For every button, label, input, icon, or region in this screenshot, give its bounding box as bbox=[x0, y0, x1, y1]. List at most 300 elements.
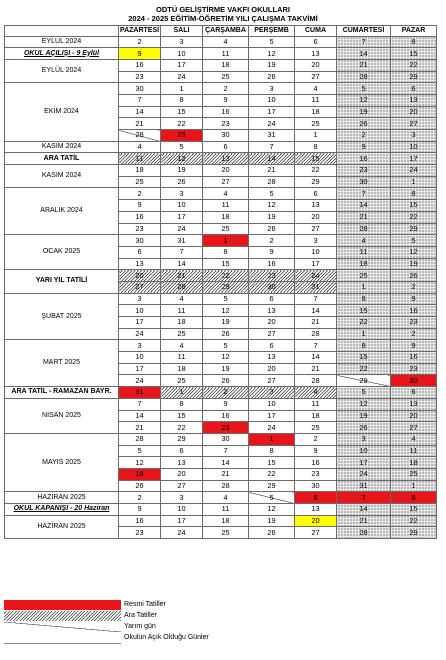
day-cell: 25 bbox=[203, 223, 249, 235]
column-header: PAZAR bbox=[391, 26, 437, 37]
day-cell: 25 bbox=[295, 118, 337, 130]
day-cell: 25 bbox=[119, 176, 161, 188]
day-cell: 28 bbox=[161, 281, 203, 293]
day-cell: 27 bbox=[295, 223, 337, 235]
day-cell: 25 bbox=[203, 527, 249, 539]
day-cell: 29 bbox=[295, 176, 337, 188]
day-cell: 22 bbox=[391, 515, 437, 527]
day-cell: 30 bbox=[249, 281, 295, 293]
day-cell: 12 bbox=[249, 200, 295, 212]
day-cell: 16 bbox=[203, 106, 249, 118]
day-cell: 9 bbox=[203, 94, 249, 106]
day-cell: 26 bbox=[337, 118, 391, 130]
column-header: PERŞEMB bbox=[249, 26, 295, 37]
day-cell: 10 bbox=[119, 352, 161, 364]
day-cell: 20 bbox=[295, 211, 337, 223]
calendar-title: 2024 - 2025 EĞİTİM-ÖĞRETİM YILI ÇALIŞMA TAKVİMİ bbox=[128, 14, 318, 23]
column-header: CUMARTESİ bbox=[337, 26, 391, 37]
day-cell: 23 bbox=[203, 118, 249, 130]
week-row bbox=[5, 48, 437, 60]
day-cell: 20 bbox=[249, 363, 295, 375]
day-cell: 26 bbox=[337, 422, 391, 434]
day-cell: 27 bbox=[249, 328, 295, 340]
calendar-body bbox=[5, 36, 437, 539]
day-cell: 19 bbox=[391, 258, 437, 270]
day-cell: 31 bbox=[161, 235, 203, 247]
day-cell: 29 bbox=[391, 71, 437, 83]
day-cell: 14 bbox=[337, 48, 391, 60]
day-cell: 21 bbox=[203, 468, 249, 480]
day-cell: 21 bbox=[119, 422, 161, 434]
day-cell: 18 bbox=[161, 363, 203, 375]
day-cell: 5 bbox=[203, 340, 249, 352]
day-cell: 15 bbox=[161, 410, 203, 422]
day-cell: 2 bbox=[391, 328, 437, 340]
day-cell: 17 bbox=[161, 59, 203, 71]
day-cell: 7 bbox=[119, 398, 161, 410]
day-cell: 5 bbox=[249, 36, 295, 48]
day-cell: 11 bbox=[161, 352, 203, 364]
day-cell: 2 bbox=[119, 188, 161, 200]
week-row bbox=[5, 83, 437, 95]
week-row bbox=[5, 235, 437, 247]
day-cell: 8 bbox=[391, 188, 437, 200]
day-cell: 6 bbox=[161, 445, 203, 457]
day-cell: 18 bbox=[295, 410, 337, 422]
column-header: CUMA bbox=[295, 26, 337, 37]
day-cell: 24 bbox=[249, 422, 295, 434]
day-cell: 11 bbox=[391, 445, 437, 457]
day-cell: 16 bbox=[119, 211, 161, 223]
school-name-title: ODTÜ GELİŞTİRME VAKFI OKULLARI bbox=[155, 5, 291, 14]
day-cell: 17 bbox=[391, 153, 437, 165]
day-cell: 24 bbox=[161, 223, 203, 235]
day-cell: 20 bbox=[203, 165, 249, 177]
day-cell: 29 bbox=[391, 527, 437, 539]
day-cell: 2 bbox=[203, 387, 249, 399]
period-label: OKUL KAPANIŞI - 20 Haziran bbox=[5, 504, 119, 516]
day-cell: 26 bbox=[249, 527, 295, 539]
day-cell: 18 bbox=[203, 59, 249, 71]
day-cell: 5 bbox=[337, 83, 391, 95]
day-cell: 7 bbox=[119, 94, 161, 106]
day-cell: 30 bbox=[203, 130, 249, 142]
legend-swatch bbox=[4, 600, 121, 610]
day-cell: 2 bbox=[119, 36, 161, 48]
day-cell: 26 bbox=[391, 270, 437, 282]
day-cell: 19 bbox=[249, 515, 295, 527]
week-row bbox=[5, 188, 437, 200]
day-cell: 17 bbox=[249, 106, 295, 118]
day-cell: 29 bbox=[249, 480, 295, 492]
period-label: OKUL AÇILIŞI - 9 Eylül bbox=[5, 48, 119, 60]
header-row bbox=[5, 26, 437, 37]
day-cell: 3 bbox=[295, 235, 337, 247]
day-cell: 21 bbox=[337, 211, 391, 223]
day-cell: 12 bbox=[161, 153, 203, 165]
day-cell: 6 bbox=[119, 246, 161, 258]
day-cell: 22 bbox=[337, 317, 391, 329]
day-cell: 28 bbox=[119, 130, 161, 142]
day-cell: 4 bbox=[161, 340, 203, 352]
day-cell: 28 bbox=[203, 480, 249, 492]
day-cell: 3 bbox=[161, 188, 203, 200]
day-cell: 11 bbox=[203, 200, 249, 212]
day-cell: 2 bbox=[391, 281, 437, 293]
day-cell: 9 bbox=[119, 48, 161, 60]
period-label: EKİM 2024 bbox=[5, 83, 119, 141]
day-cell: 12 bbox=[337, 398, 391, 410]
day-cell: 1 bbox=[391, 176, 437, 188]
day-cell: 6 bbox=[391, 83, 437, 95]
day-cell: 19 bbox=[249, 211, 295, 223]
day-cell: 30 bbox=[119, 83, 161, 95]
day-cell: 5 bbox=[161, 141, 203, 153]
week-row bbox=[5, 153, 437, 165]
day-cell: 7 bbox=[337, 36, 391, 48]
day-cell: 30 bbox=[337, 176, 391, 188]
day-cell: 12 bbox=[203, 305, 249, 317]
day-cell: 3 bbox=[119, 340, 161, 352]
day-cell: 1 bbox=[337, 328, 391, 340]
day-cell: 28 bbox=[249, 176, 295, 188]
legend-swatch bbox=[4, 633, 121, 644]
day-cell: 21 bbox=[119, 118, 161, 130]
day-cell: 27 bbox=[161, 480, 203, 492]
day-cell: 12 bbox=[119, 457, 161, 469]
day-cell: 8 bbox=[295, 141, 337, 153]
day-cell: 17 bbox=[337, 457, 391, 469]
day-cell: 21 bbox=[161, 270, 203, 282]
day-cell: 29 bbox=[391, 223, 437, 235]
day-cell: 19 bbox=[119, 468, 161, 480]
day-cell: 22 bbox=[337, 363, 391, 375]
day-cell: 30 bbox=[119, 235, 161, 247]
day-cell: 15 bbox=[391, 48, 437, 60]
day-cell: 16 bbox=[249, 258, 295, 270]
day-cell: 3 bbox=[249, 83, 295, 95]
day-cell: 27 bbox=[295, 71, 337, 83]
period-label: OCAK 2025 bbox=[5, 235, 119, 270]
day-cell: 12 bbox=[249, 504, 295, 516]
day-cell: 8 bbox=[161, 94, 203, 106]
day-cell: 7 bbox=[295, 340, 337, 352]
day-cell: 18 bbox=[391, 457, 437, 469]
day-cell: 5 bbox=[119, 445, 161, 457]
day-cell: 24 bbox=[249, 118, 295, 130]
day-cell: 26 bbox=[203, 328, 249, 340]
week-row bbox=[5, 293, 437, 305]
day-cell: 18 bbox=[119, 165, 161, 177]
day-cell: 6 bbox=[249, 340, 295, 352]
day-cell: 13 bbox=[295, 48, 337, 60]
day-cell: 7 bbox=[203, 445, 249, 457]
day-cell: 13 bbox=[249, 305, 295, 317]
day-cell: 7 bbox=[161, 246, 203, 258]
day-cell: 15 bbox=[337, 305, 391, 317]
day-cell: 8 bbox=[337, 340, 391, 352]
day-cell: 16 bbox=[391, 305, 437, 317]
legend-label: Resmi Tatiller bbox=[124, 601, 166, 608]
day-cell: 23 bbox=[337, 165, 391, 177]
week-row bbox=[5, 398, 437, 410]
day-cell: 18 bbox=[203, 211, 249, 223]
day-cell: 17 bbox=[249, 410, 295, 422]
day-cell: 27 bbox=[119, 281, 161, 293]
day-cell: 23 bbox=[249, 270, 295, 282]
day-cell: 13 bbox=[119, 258, 161, 270]
day-cell: 6 bbox=[203, 141, 249, 153]
day-cell: 9 bbox=[391, 293, 437, 305]
day-cell: 20 bbox=[119, 270, 161, 282]
column-header: ÇARŞAMBA bbox=[203, 26, 249, 37]
day-cell: 13 bbox=[391, 398, 437, 410]
day-cell: 15 bbox=[337, 352, 391, 364]
day-cell: 14 bbox=[295, 352, 337, 364]
day-cell: 11 bbox=[203, 48, 249, 60]
period-label: KASIM 2024 bbox=[5, 165, 119, 188]
day-cell: 10 bbox=[161, 48, 203, 60]
day-cell: 13 bbox=[161, 457, 203, 469]
day-cell: 26 bbox=[203, 375, 249, 387]
day-cell: 3 bbox=[249, 387, 295, 399]
day-cell: 6 bbox=[295, 492, 337, 504]
week-row bbox=[5, 165, 437, 177]
day-cell: 14 bbox=[119, 410, 161, 422]
week-row bbox=[5, 340, 437, 352]
day-cell: 13 bbox=[295, 200, 337, 212]
period-label: NİSAN 2025 bbox=[5, 398, 119, 433]
day-cell: 17 bbox=[295, 258, 337, 270]
day-cell: 5 bbox=[391, 235, 437, 247]
day-cell: 5 bbox=[249, 492, 295, 504]
day-cell: 11 bbox=[295, 94, 337, 106]
day-cell: 7 bbox=[249, 141, 295, 153]
week-row bbox=[5, 270, 437, 282]
day-cell: 15 bbox=[203, 258, 249, 270]
day-cell: 1 bbox=[391, 480, 437, 492]
day-cell: 4 bbox=[295, 83, 337, 95]
day-cell: 27 bbox=[249, 375, 295, 387]
day-cell: 20 bbox=[391, 410, 437, 422]
day-cell: 21 bbox=[249, 165, 295, 177]
day-cell: 23 bbox=[119, 527, 161, 539]
day-cell: 4 bbox=[203, 188, 249, 200]
day-cell: 1 bbox=[337, 281, 391, 293]
legend-label: Yarım gün bbox=[124, 623, 156, 630]
day-cell: 13 bbox=[295, 504, 337, 516]
day-cell: 13 bbox=[249, 352, 295, 364]
day-cell: 1 bbox=[161, 83, 203, 95]
day-cell: 19 bbox=[161, 165, 203, 177]
day-cell: 23 bbox=[391, 317, 437, 329]
day-cell: 21 bbox=[337, 59, 391, 71]
day-cell: 6 bbox=[391, 387, 437, 399]
day-cell: 26 bbox=[249, 71, 295, 83]
day-cell: 15 bbox=[249, 457, 295, 469]
day-cell: 14 bbox=[295, 305, 337, 317]
day-cell: 6 bbox=[295, 36, 337, 48]
day-cell: 11 bbox=[203, 504, 249, 516]
day-cell: 4 bbox=[161, 293, 203, 305]
day-cell: 9 bbox=[337, 141, 391, 153]
period-label: HAZİRAN 2025 bbox=[5, 515, 119, 538]
day-cell: 27 bbox=[391, 422, 437, 434]
week-row bbox=[5, 141, 437, 153]
day-cell: 8 bbox=[203, 246, 249, 258]
day-cell: 19 bbox=[203, 317, 249, 329]
day-cell: 24 bbox=[161, 71, 203, 83]
day-cell: 5 bbox=[249, 188, 295, 200]
day-cell: 8 bbox=[249, 445, 295, 457]
day-cell: 10 bbox=[161, 504, 203, 516]
day-cell: 10 bbox=[161, 200, 203, 212]
day-cell: 14 bbox=[161, 258, 203, 270]
day-cell: 20 bbox=[249, 317, 295, 329]
day-cell: 25 bbox=[161, 328, 203, 340]
day-cell: 10 bbox=[337, 445, 391, 457]
header-label-spacer bbox=[5, 26, 119, 37]
day-cell: 31 bbox=[295, 281, 337, 293]
day-cell: 28 bbox=[295, 328, 337, 340]
day-cell: 15 bbox=[391, 200, 437, 212]
day-cell: 28 bbox=[295, 375, 337, 387]
day-cell: 2 bbox=[119, 492, 161, 504]
day-cell: 29 bbox=[337, 375, 391, 387]
day-cell: 15 bbox=[295, 153, 337, 165]
calendar-table bbox=[4, 25, 437, 539]
day-cell: 7 bbox=[295, 293, 337, 305]
day-cell: 15 bbox=[161, 106, 203, 118]
week-row bbox=[5, 504, 437, 516]
period-label: ARALIK 2024 bbox=[5, 188, 119, 235]
day-cell: 2 bbox=[249, 235, 295, 247]
day-cell: 29 bbox=[161, 433, 203, 445]
day-cell: 4 bbox=[203, 36, 249, 48]
day-cell: 14 bbox=[119, 106, 161, 118]
day-cell: 14 bbox=[337, 504, 391, 516]
day-cell: 23 bbox=[203, 422, 249, 434]
day-cell: 1 bbox=[203, 235, 249, 247]
day-cell: 6 bbox=[295, 188, 337, 200]
day-cell: 9 bbox=[119, 200, 161, 212]
day-cell: 27 bbox=[391, 118, 437, 130]
day-cell: 3 bbox=[337, 433, 391, 445]
week-row bbox=[5, 492, 437, 504]
day-cell: 30 bbox=[203, 433, 249, 445]
week-row bbox=[5, 433, 437, 445]
day-cell: 31 bbox=[337, 480, 391, 492]
day-cell: 13 bbox=[391, 94, 437, 106]
day-cell: 16 bbox=[295, 457, 337, 469]
day-cell: 24 bbox=[295, 270, 337, 282]
day-cell: 4 bbox=[295, 387, 337, 399]
legend-label: Okulun Açık Olduğu Günler bbox=[124, 634, 209, 641]
day-cell: 11 bbox=[161, 305, 203, 317]
day-cell: 16 bbox=[119, 515, 161, 527]
day-cell: 27 bbox=[203, 176, 249, 188]
day-cell: 18 bbox=[337, 258, 391, 270]
day-cell: 16 bbox=[391, 352, 437, 364]
day-cell: 12 bbox=[249, 48, 295, 60]
legend-swatch bbox=[4, 622, 121, 632]
day-cell: 15 bbox=[391, 504, 437, 516]
day-cell: 14 bbox=[337, 200, 391, 212]
day-cell: 19 bbox=[337, 106, 391, 118]
day-cell: 16 bbox=[337, 153, 391, 165]
period-label: EYLÜL 2024 bbox=[5, 59, 119, 82]
day-cell: 7 bbox=[337, 492, 391, 504]
day-cell: 14 bbox=[249, 153, 295, 165]
period-label: YARI YIL TATİLİ bbox=[5, 270, 119, 293]
period-label: ARA TATİL bbox=[5, 153, 119, 165]
day-cell: 30 bbox=[295, 480, 337, 492]
day-cell: 4 bbox=[119, 141, 161, 153]
day-cell: 25 bbox=[295, 422, 337, 434]
week-row bbox=[5, 515, 437, 527]
day-cell: 24 bbox=[391, 165, 437, 177]
day-cell: 4 bbox=[337, 235, 391, 247]
day-cell: 10 bbox=[249, 398, 295, 410]
day-cell: 11 bbox=[119, 153, 161, 165]
day-cell: 16 bbox=[119, 59, 161, 71]
day-cell: 23 bbox=[391, 363, 437, 375]
day-cell: 21 bbox=[295, 317, 337, 329]
day-cell: 22 bbox=[161, 118, 203, 130]
day-cell: 1 bbox=[295, 130, 337, 142]
period-label: EYLÜL 2024 bbox=[5, 36, 119, 48]
day-cell: 2 bbox=[203, 83, 249, 95]
day-cell: 17 bbox=[161, 211, 203, 223]
day-cell: 7 bbox=[337, 188, 391, 200]
day-cell: 5 bbox=[337, 387, 391, 399]
day-cell: 8 bbox=[161, 398, 203, 410]
day-cell: 5 bbox=[203, 293, 249, 305]
day-cell: 29 bbox=[203, 281, 249, 293]
day-cell: 3 bbox=[119, 293, 161, 305]
day-cell: 3 bbox=[391, 130, 437, 142]
day-cell: 22 bbox=[203, 270, 249, 282]
legend-swatch bbox=[4, 611, 121, 621]
day-cell: 10 bbox=[249, 94, 295, 106]
day-cell: 22 bbox=[161, 422, 203, 434]
day-cell: 23 bbox=[119, 71, 161, 83]
day-cell: 24 bbox=[119, 328, 161, 340]
period-label: HAZİRAN 2025 bbox=[5, 492, 119, 504]
day-cell: 17 bbox=[119, 363, 161, 375]
day-cell: 2 bbox=[337, 130, 391, 142]
day-cell: 3 bbox=[161, 36, 203, 48]
day-cell: 12 bbox=[337, 94, 391, 106]
day-cell: 9 bbox=[249, 246, 295, 258]
day-cell: 17 bbox=[161, 515, 203, 527]
day-cell: 19 bbox=[337, 410, 391, 422]
day-cell: 11 bbox=[337, 246, 391, 258]
day-cell: 24 bbox=[161, 527, 203, 539]
day-cell: 26 bbox=[161, 176, 203, 188]
day-cell: 28 bbox=[337, 223, 391, 235]
day-cell: 28 bbox=[337, 527, 391, 539]
day-cell: 9 bbox=[295, 445, 337, 457]
day-cell: 24 bbox=[119, 375, 161, 387]
day-cell: 4 bbox=[391, 433, 437, 445]
day-cell: 26 bbox=[249, 223, 295, 235]
day-cell: 27 bbox=[295, 527, 337, 539]
period-label: MAYIS 2025 bbox=[5, 433, 119, 491]
day-cell: 19 bbox=[203, 363, 249, 375]
day-cell: 1 bbox=[249, 433, 295, 445]
day-cell: 20 bbox=[161, 468, 203, 480]
